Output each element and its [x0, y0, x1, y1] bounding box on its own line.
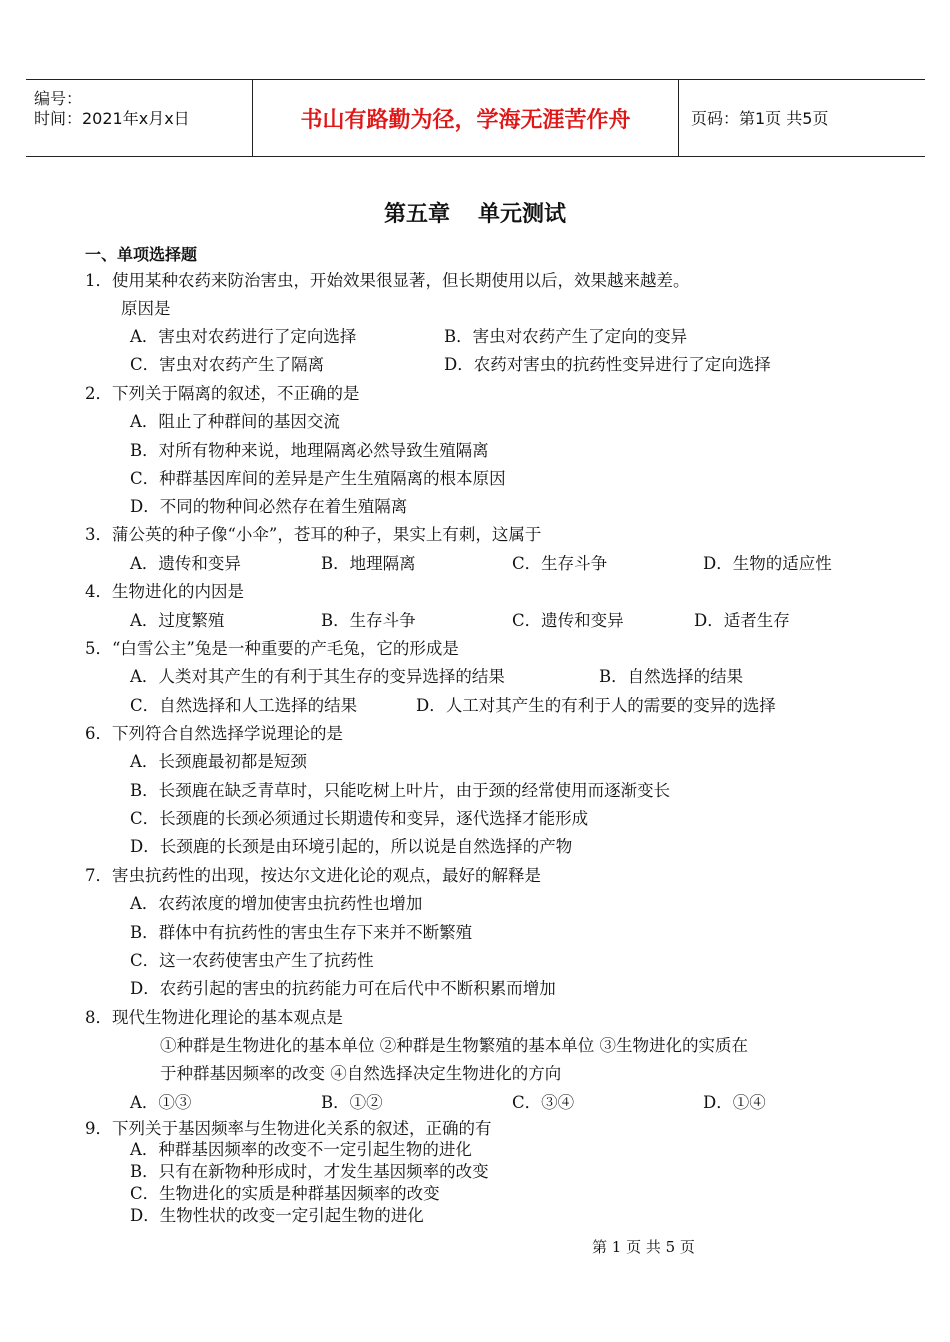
question-3-option-a: A．遗传和变异	[130, 554, 241, 573]
question-2-option-a: A．阻止了种群间的基因交流	[130, 412, 340, 431]
question-6-option-c: C．长颈鹿的长颈必须通过长期遗传和变异，逐代选择才能形成	[130, 809, 589, 828]
page-info: 页码：第1页 共5页	[691, 109, 829, 128]
question-5-option-d: D．人工对其产生的有利于人的需要的变异的选择	[416, 696, 776, 715]
page-title	[0, 197, 950, 228]
question-4-option-c: C．遗传和变异	[512, 611, 624, 630]
question-9-option-d: D．生物性状的改变一定引起生物的进化	[130, 1206, 424, 1225]
question-4-stem: 4．生物进化的内因是	[85, 582, 244, 601]
question-8-statements-line2: 于种群基因频率的改变 ④自然选择决定生物进化的方向	[160, 1064, 562, 1083]
question-1-option-c: C．害虫对农药产生了隔离	[130, 355, 325, 374]
header-meta-cell	[26, 80, 253, 156]
question-8-stem: 8．现代生物进化理论的基本观点是	[85, 1008, 343, 1027]
question-7-stem: 7．害虫抗药性的出现，按达尔文进化论的观点，最好的解释是	[85, 866, 541, 885]
question-9-option-a: A．种群基因频率的改变不一定引起生物的进化	[130, 1140, 472, 1159]
chapter-label: 第五章	[383, 202, 450, 227]
question-5-option-a: A．人类对其产生的有利于其生存的变异选择的结果	[130, 667, 505, 686]
question-3-option-d: D．生物的适应性	[703, 554, 832, 573]
question-6-stem: 6．下列符合自然选择学说理论的是	[85, 724, 343, 743]
question-9-stem: 9．下列关于基因频率与生物进化关系的叙述，正确的有	[85, 1119, 492, 1138]
question-3-option-c: C．生存斗争	[512, 554, 608, 573]
question-9-option-c: C．生物进化的实质是种群基因频率的改变	[130, 1184, 440, 1203]
page-footer: 第 1 页 共 5 页	[592, 1238, 695, 1256]
question-8-option-a: A．①③	[130, 1093, 192, 1112]
question-4-option-d: D．适者生存	[694, 611, 790, 630]
motto: 书山有路勤为径，学海无涯苦作舟	[253, 80, 679, 156]
question-4-option-a: A．过度繁殖	[130, 611, 225, 630]
question-8-option-c: C．③④	[512, 1093, 575, 1112]
number-label: 编号：	[34, 89, 83, 108]
question-7-option-c: C．这一农药使害虫产生了抗药性	[130, 951, 374, 970]
question-7-option-b: B．群体中有抗药性的害虫生存下来并不断繁殖	[130, 923, 473, 942]
question-2-option-b: B．对所有物种来说，地理隔离必然导致生殖隔离	[130, 441, 489, 460]
test-label: 单元测试	[478, 202, 567, 227]
question-6-option-a: A．长颈鹿最初都是短颈	[130, 752, 307, 771]
question-1-stem: 1．使用某种农药来防治害虫，开始效果很显著，但长期使用以后，效果越来越差。	[85, 271, 690, 290]
question-7-option-a: A．农药浓度的增加使害虫抗药性也增加	[130, 894, 423, 913]
question-2-option-d: D．不同的物种间必然存在着生殖隔离	[130, 497, 408, 516]
question-5-option-b: B．自然选择的结果	[599, 667, 744, 686]
question-6-option-d: D．长颈鹿的长颈是由环境引起的，所以说是自然选择的产物	[130, 837, 573, 856]
question-9-option-b: B．只有在新物种形成时，才发生基因频率的改变	[130, 1162, 489, 1181]
question-6-option-b: B．长颈鹿在缺乏青草时，只能吃树上叶片，由于颈的经常使用而逐渐变长	[130, 781, 671, 800]
question-2-stem: 2．下列关于隔离的叙述，不正确的是	[85, 384, 360, 403]
question-4-option-b: B．生存斗争	[321, 611, 416, 630]
question-5-option-c: C．自然选择和人工选择的结果	[130, 696, 358, 715]
header-table	[26, 79, 925, 157]
question-3-option-b: B．地理隔离	[321, 554, 416, 573]
question-8-statements-line1: ①种群是生物进化的基本单位 ②种群是生物繁殖的基本单位 ③生物进化的实质在	[160, 1036, 748, 1055]
question-1-option-d: D．农药对害虫的抗药性变异进行了定向选择	[444, 355, 771, 374]
question-1-option-a: A．害虫对农药进行了定向选择	[130, 327, 357, 346]
question-7-option-d: D．农药引起的害虫的抗药能力可在后代中不断积累而增加	[130, 979, 556, 998]
question-2-option-c: C．种群基因库间的差异是产生生殖隔离的根本原因	[130, 469, 506, 488]
question-5-stem: 5．“白雪公主”兔是一种重要的产毛兔，它的形成是	[85, 639, 459, 658]
question-3-stem: 3．蒲公英的种子像“小伞”，苍耳的种子，果实上有刺，这属于	[85, 525, 542, 544]
question-1-option-b: B．害虫对农药产生了定向的变异	[444, 327, 688, 346]
section-title: 一、单项选择题	[85, 245, 198, 264]
question-8-option-b: B．①②	[321, 1093, 383, 1112]
question-8-option-d: D．①④	[703, 1093, 766, 1112]
question-1-stem-cont: 原因是	[121, 299, 171, 318]
time-label: 时间：2021年x月x日	[34, 109, 190, 128]
